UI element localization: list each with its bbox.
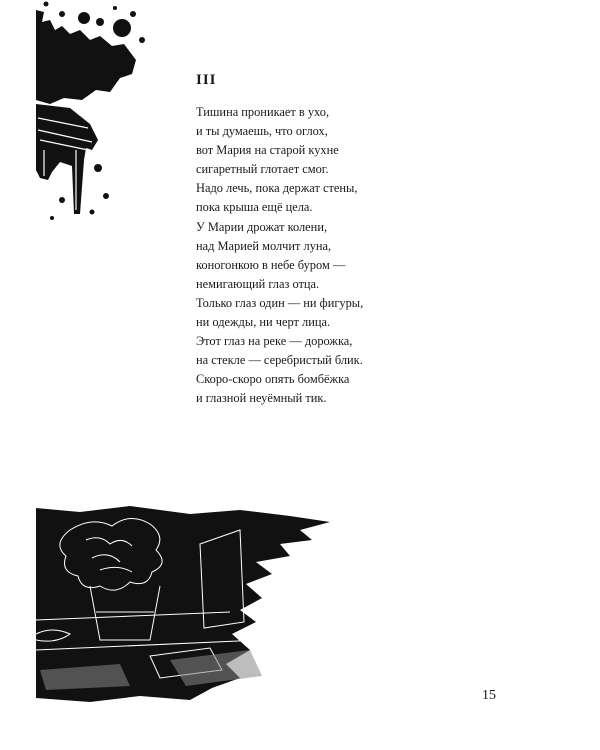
poem-line: вот Мария на старой кухне — [196, 143, 339, 158]
poem-line: на стекле — серебристый блик. — [196, 353, 363, 368]
poem-line: и ты думаешь, что оглох, — [196, 124, 328, 139]
poem-line: Только глаз один — ни фигуры, — [196, 295, 364, 310]
poem-line: коногонкою в небе буром — — [196, 257, 346, 272]
poem-line: немигающий глаз отца. — [196, 276, 320, 291]
poem-line: над Марией молчит луна, — [196, 238, 332, 253]
poem-line: пока крыша ещё цела. — [196, 200, 313, 215]
poem-line: Скоро-скоро опять бомбёжка — [196, 372, 350, 387]
top-ink-illustration — [0, 0, 150, 230]
poem-line: и глазной неуёмный тик. — [196, 391, 327, 406]
poem-line: Надо лечь, пока держат стены, — [196, 181, 358, 196]
poem-line: сигаретный глотает смог. — [196, 162, 329, 177]
section-number: III — [196, 72, 217, 88]
poem-line: У Марии дрожат колени, — [196, 219, 328, 234]
page-number: 15 — [482, 688, 496, 703]
poem-line: ни одежды, ни черт лица. — [196, 315, 331, 330]
poem — [196, 72, 496, 409]
bottom-ink-illustration — [0, 500, 340, 710]
poem-line: Тишина проникает в ухо, — [196, 105, 330, 119]
poem-line: Этот глаз на реке — дорожка, — [196, 334, 353, 349]
